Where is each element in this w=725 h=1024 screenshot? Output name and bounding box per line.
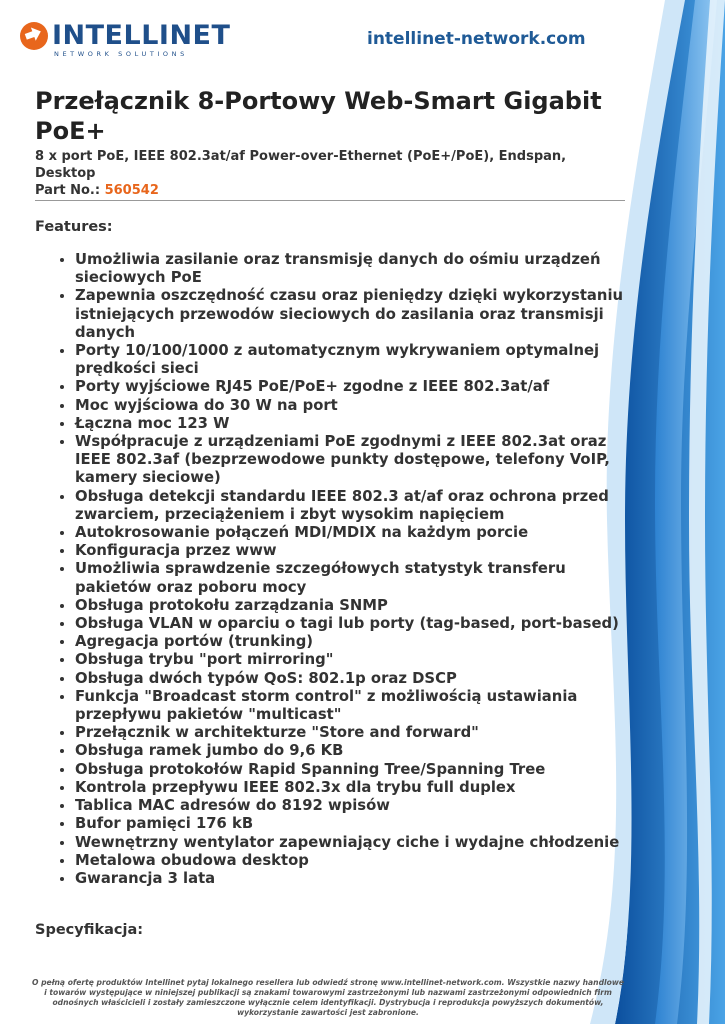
list-item: • Metalowa obudowa desktop	[75, 852, 625, 870]
list-item: • Obsługa trybu "port mirroring"	[75, 651, 625, 669]
specs-heading: Specyfikacja:	[35, 922, 144, 938]
list-item: • Obsługa protokołów Rapid Spanning Tree/Spanning Tree	[75, 761, 625, 779]
list-item: • Obsługa protokołu zarządzania SNMP	[75, 597, 625, 615]
list-item: • Umożliwia sprawdzenie szczegółowych statystyk transferu pakietów oraz poboru mocy	[75, 560, 625, 596]
part-number-label: Part No.:	[35, 183, 101, 198]
list-item: • Obsługa detekcji standardu IEEE 802.3 at/af oraz ochrona przed zwarciem, przeciążeniem i zbyt wysokim napięciem	[75, 488, 625, 524]
list-item: • Łączna moc 123 W	[75, 415, 625, 433]
list-item: • Współpracuje z urządzeniami PoE zgodnymi z IEEE 802.3at oraz IEEE 802.3af (bezprzewodowe punkty dostępowe, telefony VoIP, kamery sieciowe)	[75, 433, 625, 488]
list-item: • Gwarancja 3 lata	[75, 870, 625, 888]
list-item: • Obsługa VLAN w oparciu o tagi lub porty (tag-based, port-based)	[75, 615, 625, 633]
logo-mark-icon	[20, 22, 48, 50]
part-number-line	[35, 182, 625, 199]
list-item: • Agregacja portów (trunking)	[75, 633, 625, 651]
list-item: • Wewnętrzny wentylator zapewniający ciche i wydajne chłodzenie	[75, 834, 625, 852]
list-item: • Tablica MAC adresów do 8192 wpisów	[75, 797, 625, 815]
features-list	[35, 251, 625, 888]
list-item: • Konfiguracja przez www	[75, 542, 625, 560]
list-item: • Autokrosowanie połączeń MDI/MDIX na każdym porcie	[75, 524, 625, 542]
intellinet-logo	[20, 20, 231, 60]
list-item: • Umożliwia zasilanie oraz transmisję danych do ośmiu urządzeń sieciowych PoE	[75, 251, 625, 287]
part-number: 560542	[104, 183, 159, 198]
list-item: • Obsługa dwóch typów QoS: 802.1p oraz DSCP	[75, 670, 625, 688]
list-item: • Zapewnia oszczędność czasu oraz pieniędzy dzięki wykorzystaniu istniejących przewodów sieciowych do zasilania oraz transmisji danych	[75, 287, 625, 342]
list-item: • Moc wyjściowa do 30 W na port	[75, 397, 625, 415]
product-subtitle: 8 x port PoE, IEEE 802.3at/af Power-over-Ethernet (PoE+/PoE), Endspan, Desktop	[35, 149, 567, 181]
list-item: • Porty 10/100/1000 z automatycznym wykrywaniem optymalnej prędkości sieci	[75, 342, 625, 378]
product-title: Przełącznik 8-Portowy Web-Smart Gigabit PoE+	[35, 87, 602, 145]
list-item: • Bufor pamięci 176 kB	[75, 815, 625, 833]
logo-subtitle: NETWORK SOLUTIONS	[54, 50, 188, 58]
main-content	[35, 86, 625, 888]
logo-text: INTELLINET	[52, 20, 231, 51]
divider	[35, 200, 625, 201]
list-item: • Przełącznik w architekturze "Store and forward"	[75, 724, 625, 742]
footer-disclaimer: O pełną ofertę produktów Intellinet pytaj lokalnego resellera lub odwiedź stronę www.intellinet-network.com. Wszystkie nazwy handlowe i towarów występujące w niniejszej publikacji są znakami towarowymi zastrzeżonymi lub nazwami zastrzeżonymi odpowiednich firm odnośnych właścicieli i zostały zamieszczone wyłącznie celem identyfikacji. Dystrybucja i reprodukcja powyższych dokumentów, wykorzystanie zawartości jest zabronione.	[31, 978, 624, 1017]
list-item: • Funkcja "Broadcast storm control" z możliwością ustawiania przepływu pakietów "multicast"	[75, 688, 625, 724]
list-item: • Obsługa ramek jumbo do 9,6 KB	[75, 742, 625, 760]
website-link[interactable]: intellinet-network.com	[367, 29, 586, 49]
features-heading: Features:	[35, 219, 113, 235]
list-item: • Kontrola przepływu IEEE 802.3x dla trybu full duplex	[75, 779, 625, 797]
list-item: • Porty wyjściowe RJ45 PoE/PoE+ zgodne z IEEE 802.3at/af	[75, 378, 625, 396]
